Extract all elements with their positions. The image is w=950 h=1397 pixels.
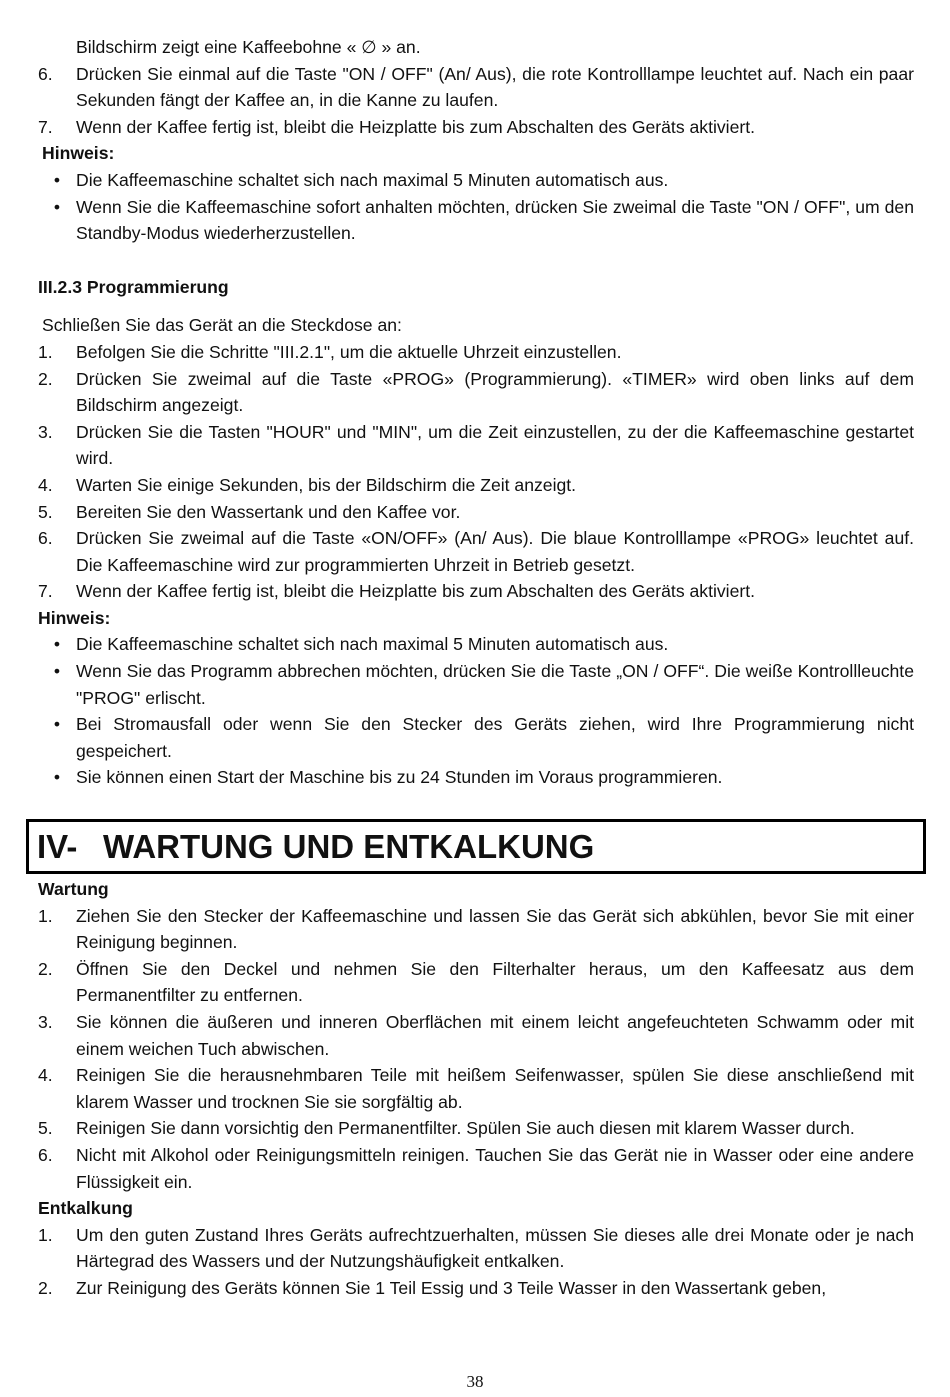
bullet-icon: • — [53, 661, 61, 682]
bullet-icon: • — [53, 196, 61, 217]
step-text: Reinigen Sie die herausnehmbaren Teile mit heißem Seifenwasser, spülen Sie diese anschließend mit klarem Wasser und trocknen Sie sie sorgfältig ab. — [76, 1065, 914, 1112]
subsection-heading: Entkalkung — [38, 1198, 133, 1219]
step-text: Drücken Sie zweimal auf die Taste «PROG» (Programmierung). «TIMER» wird oben links auf dem Bildschirm angezeigt. — [76, 368, 914, 416]
list-item — [38, 366, 914, 419]
list-item — [38, 1142, 914, 1195]
list-item — [38, 114, 914, 141]
step-number: 4. — [38, 1065, 53, 1086]
list-item — [38, 61, 914, 114]
step-number: 5. — [38, 1118, 53, 1139]
bullet-text: Wenn Sie das Programm abbrechen möchten, drücken Sie die Taste „ON / OFF“. Die weiße Kontrollleuchte "PROG" erlischt. — [76, 661, 914, 708]
steps-list-a — [38, 61, 914, 141]
page-number: 38 — [466, 1372, 484, 1391]
list-item — [38, 1115, 914, 1142]
step-number: 6. — [38, 528, 53, 549]
list-item — [38, 658, 914, 711]
list-item — [38, 1275, 914, 1302]
note-heading: Hinweis: — [42, 143, 115, 164]
step-number: 1. — [38, 905, 53, 926]
note-bullets-a — [38, 167, 914, 247]
list-item — [38, 339, 914, 366]
list-item — [38, 194, 914, 247]
section-prefix: IV- — [37, 827, 78, 865]
list-item — [38, 903, 914, 956]
section-heading: III.2.3 Programmierung — [38, 276, 229, 297]
list-item — [38, 956, 914, 1009]
step-text: Um den guten Zustand Ihres Geräts aufrechtzuerhalten, müssen Sie dieses alle drei Monate oder je nach Härtegrad des Wassers und der Nutzungshäufigkeit entkalken. — [76, 1224, 914, 1272]
step-number: 7. — [38, 116, 53, 137]
note-heading: Hinweis: — [38, 607, 111, 628]
steps-list-program — [38, 339, 914, 605]
section-intro: Schließen Sie das Gerät an die Steckdose an: — [42, 315, 402, 336]
step-number: 2. — [38, 1277, 53, 1298]
step-text: Öffnen Sie den Deckel und nehmen Sie den Filterhalter heraus, um den Kaffeesatz aus dem Permanentfilter zu entfernen. — [76, 958, 914, 1006]
subsection-heading: Wartung — [38, 879, 109, 900]
steps-list-wartung — [38, 903, 914, 1196]
step-number: 7. — [38, 581, 53, 602]
step-number: 4. — [38, 474, 53, 495]
step-number: 5. — [38, 501, 53, 522]
list-item — [38, 631, 914, 658]
step-text: Zur Reinigung des Geräts können Sie 1 Teil Essig und 3 Teile Wasser in den Wassertank geben, — [76, 1277, 827, 1298]
bullet-text: Die Kaffeemaschine schaltet sich nach maximal 5 Minuten automatisch aus. — [76, 634, 669, 655]
step-number: 3. — [38, 1012, 53, 1032]
step-number: 3. — [38, 421, 53, 442]
step-text: Drücken Sie einmal auf die Taste "ON / OFF" (An/ Aus), die rote Kontrolllampe leuchtet auf. Nach ein paar Sekunden fängt der Kaffee an, in die Kanne zu laufen. — [76, 63, 914, 111]
step-text: Drücken Sie zweimal auf die Taste «ON/OFF» (An/ Aus). Die blaue Kontrolllampe «PROG» leuchtet auf. Die Kaffeemaschine wird zur programmierten Uhrzeit in Betrieb gesetzt. — [76, 528, 914, 575]
step-number: 6. — [38, 1144, 53, 1165]
list-item — [38, 1062, 914, 1115]
step-text: Nicht mit Alkohol oder Reinigungsmitteln reinigen. Tauchen Sie das Gerät nie in Wasser oder eine andere Flüssigkeit ein. — [76, 1144, 914, 1192]
bullet-text: Wenn Sie die Kaffeemaschine sofort anhalten möchten, drücken Sie zweimal die Taste "ON / OFF", um den Standby-Modus wiederherzustellen. — [76, 196, 914, 244]
list-item — [38, 711, 914, 764]
step-text: Sie können die äußeren und inneren Oberflächen mit einem leicht angefeuchteten Schwamm oder mit einem weichen Tuch abwischen. — [76, 1012, 914, 1059]
bullet-icon: • — [53, 169, 61, 190]
step-text: Reinigen Sie dann vorsichtig den Permanentfilter. Spülen Sie auch diesen mit klarem Wasser durch. — [76, 1118, 855, 1139]
note-bullets-program — [38, 631, 914, 791]
step-text: Drücken Sie die Tasten "HOUR" und "MIN", um die Zeit einzustellen, zu der die Kaffeemaschine gestartet wird. — [76, 421, 914, 469]
step-text: Ziehen Sie den Stecker der Kaffeemaschine und lassen Sie das Gerät sich abkühlen, bevor Sie mit einer Reinigung beginnen. — [76, 905, 914, 953]
section-title-box — [26, 819, 926, 874]
list-item — [38, 1009, 914, 1062]
bullet-text: Bei Stromausfall oder wenn Sie den Stecker des Geräts ziehen, wird Ihre Programmierung nicht gespeichert. — [76, 714, 914, 761]
intro-line: Bildschirm zeigt eine Kaffeebohne « ∅ » an. — [76, 37, 421, 57]
bullet-icon: • — [53, 714, 61, 735]
step-text: Wenn der Kaffee fertig ist, bleibt die Heizplatte bis zum Abschalten des Geräts aktiviert. — [76, 116, 756, 137]
list-item — [38, 578, 914, 605]
step-text: Wenn der Kaffee fertig ist, bleibt die Heizplatte bis zum Abschalten des Geräts aktiviert. — [76, 581, 756, 602]
list-item — [38, 1222, 914, 1275]
step-text: Befolgen Sie die Schritte "III.2.1", um die aktuelle Uhrzeit einzustellen. — [76, 341, 622, 362]
step-text: Warten Sie einige Sekunden, bis der Bildschirm die Zeit anzeigt. — [76, 474, 577, 495]
list-item — [38, 472, 914, 499]
step-number: 1. — [38, 341, 53, 362]
list-item — [38, 167, 914, 194]
list-item — [38, 419, 914, 472]
bullet-icon: • — [53, 634, 61, 655]
bullet-text: Sie können einen Start der Maschine bis zu 24 Stunden im Voraus programmieren. — [76, 767, 723, 788]
step-number: 6. — [38, 63, 53, 84]
list-item — [38, 525, 914, 578]
step-text: Bereiten Sie den Wassertank und den Kaffee vor. — [76, 501, 461, 522]
step-number: 1. — [38, 1224, 53, 1245]
bullet-text: Die Kaffeemaschine schaltet sich nach maximal 5 Minuten automatisch aus. — [76, 169, 669, 190]
list-item — [38, 499, 914, 526]
document-page — [38, 34, 914, 1302]
bullet-icon: • — [53, 767, 61, 788]
list-item — [38, 764, 914, 791]
steps-list-entkalkung — [38, 1222, 914, 1302]
step-number: 2. — [38, 958, 53, 979]
step-number: 2. — [38, 368, 53, 389]
section-title: WARTUNG UND ENTKALKUNG — [103, 827, 595, 865]
